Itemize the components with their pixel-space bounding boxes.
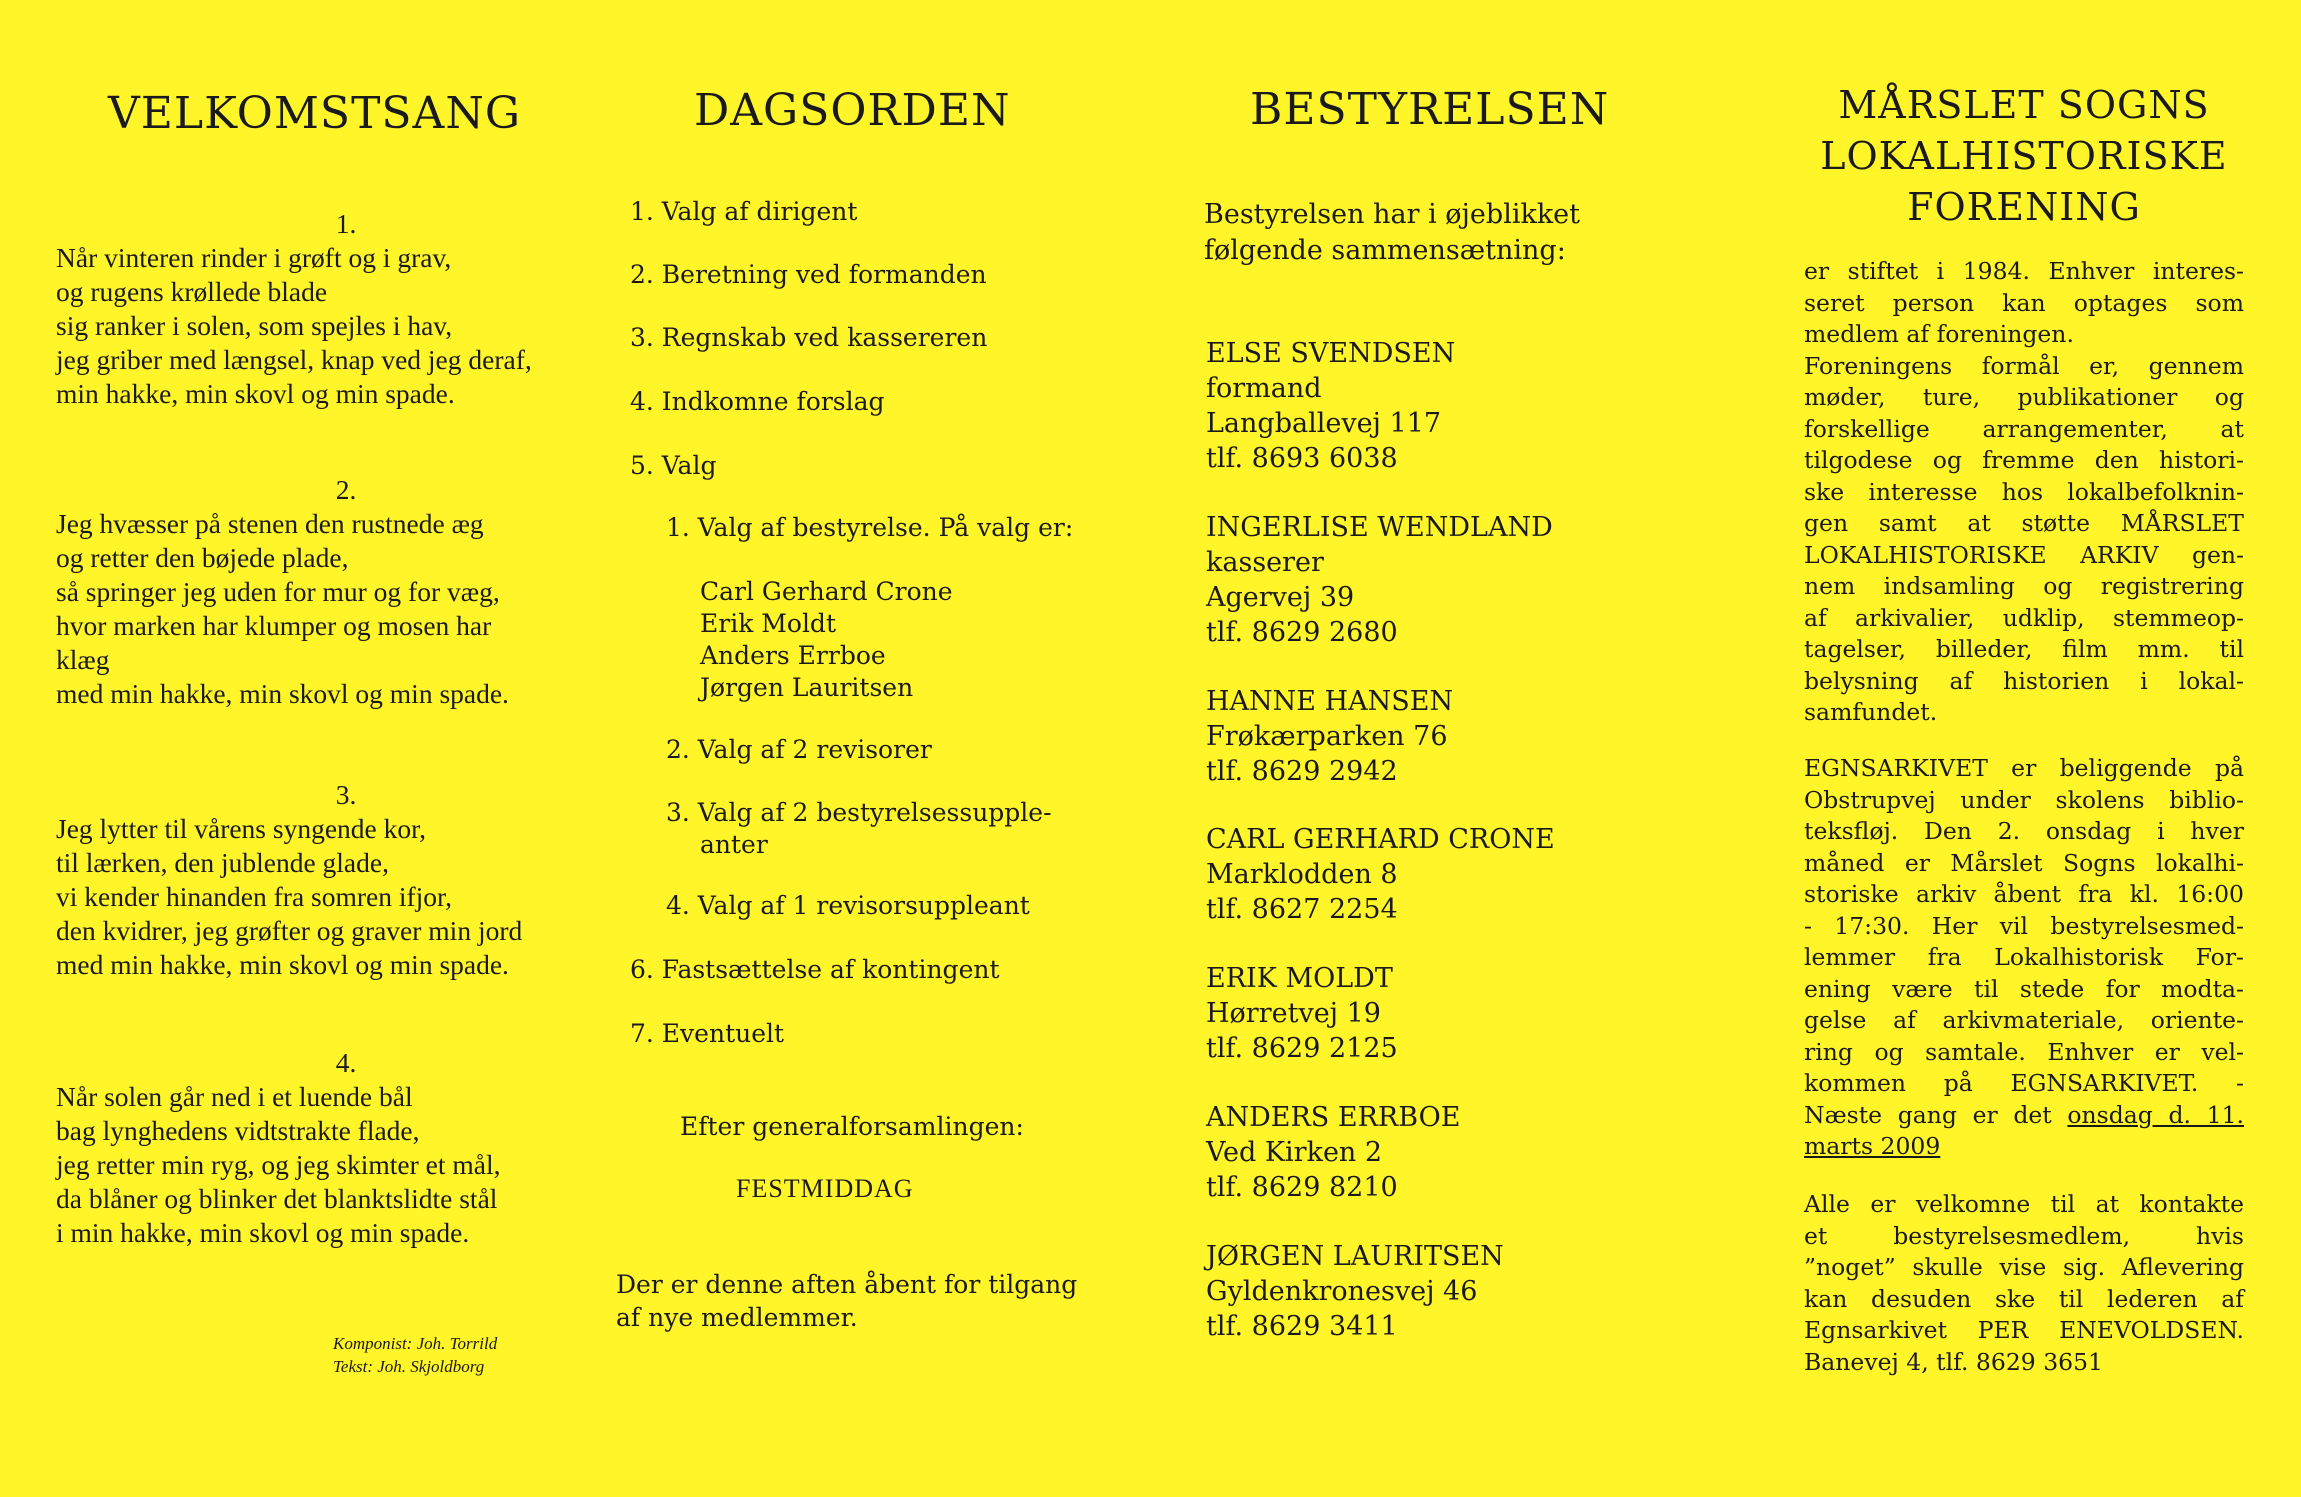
member-phone: tlf. 8629 2680: [1206, 617, 1398, 648]
board-intro-line: Bestyrelsen har i øjeblikket: [1204, 199, 1581, 230]
member-phone: tlf. 8629 3411: [1206, 1311, 1398, 1342]
paragraph-line: tagelser, billeder, film mm. til: [1804, 635, 2244, 663]
paragraph-line: tilgodese og fremme den histori-: [1804, 446, 2244, 474]
verse-3: [56, 778, 596, 982]
association-title-line: MÅRSLET SOGNS: [1838, 83, 2210, 127]
verse-line: Jeg hvæsser på stenen den rustnede æg: [56, 508, 484, 539]
association-title-line: FORENING: [1907, 185, 2141, 229]
paragraph-line: LOKALHISTORISKE ARKIV gen-: [1804, 540, 2244, 569]
archive-paragraph: [1804, 753, 2244, 1163]
paragraph-line: forskellige arrangementer, at: [1804, 414, 2244, 443]
paragraph-line: ske interesse hos lokalbefolknin-: [1804, 477, 2244, 506]
board-member: [1206, 961, 1398, 1066]
board-column: [1200, 0, 1680, 1497]
paragraph-line: belysning af historien i lokal-: [1804, 666, 2244, 695]
paragraph-line: gen samt at støtte MÅRSLET: [1804, 509, 2244, 537]
agenda-item: 3. Regnskab ved kassereren: [630, 323, 988, 352]
next-meeting-prefix: Næste gang er det: [1804, 1100, 2068, 1129]
agenda-subitem-auditor-substitute: 4. Valg af 1 revisorsuppleant: [666, 891, 1030, 920]
verse-line: klæg: [56, 644, 110, 675]
board-member: [1206, 1239, 1504, 1344]
verse-line: og retter den bøjede plade,: [56, 542, 349, 573]
paragraph-line: teksfløj. Den 2. onsdag i hver: [1804, 817, 2244, 845]
board-intro: [1204, 197, 1580, 269]
member-name: INGERLISE WENDLAND: [1206, 512, 1553, 543]
board-member: [1206, 684, 1453, 789]
paragraph-line: et bestyrelsesmedlem, hvis: [1804, 1221, 2244, 1250]
agenda-subitem-substitutes: [666, 797, 1052, 861]
verse-line: Jeg lytter til vårens syngende kor,: [56, 813, 427, 844]
member-address: Hørretvej 19: [1206, 998, 1381, 1029]
lyricist-credit: Tekst: Joh. Skjoldborg: [333, 1357, 485, 1376]
open-text-line: af nye medlemmer.: [616, 1303, 858, 1332]
paragraph-line: gelse af arkivmateriale, oriente-: [1804, 1006, 2244, 1034]
association-column: [1804, 0, 2244, 1497]
next-meeting-line-2: [1804, 1131, 2244, 1163]
member-address: Gyldenkronesvej 46: [1206, 1276, 1478, 1307]
agenda-subitem-line: 3. Valg af 2 bestyrelsessupple-: [666, 798, 1052, 827]
paragraph-line: samfundet.: [1804, 698, 1938, 726]
paragraph-line: måned er Mårslet Sogns lokalhi-: [1804, 848, 2244, 877]
paragraph-line: af arkivalier, udklip, stemmeop-: [1804, 603, 2244, 632]
member-address: Frøkærparken 76: [1206, 721, 1448, 752]
verse-line: og rugens krøllede blade: [56, 276, 328, 307]
verse-line: med min hakke, min skovl og min spade.: [56, 949, 509, 980]
agenda-item: 1. Valg af dirigent: [630, 197, 858, 226]
contact-paragraph: [1804, 1189, 2244, 1378]
verse-line: sig ranker i solen, som spejles i hav,: [56, 310, 453, 341]
candidate-name: Carl Gerhard Crone: [700, 577, 953, 606]
paragraph-line: lemmer fra Lokalhistorisk For-: [1804, 943, 2244, 971]
paragraph-line: kommen på EGNSARKIVET. -: [1804, 1069, 2244, 1097]
member-name: ERIK MOLDT: [1206, 963, 1393, 994]
agenda-title: DAGSORDEN: [694, 85, 1011, 136]
paragraph-line: medlem af foreningen.: [1804, 320, 2074, 348]
agenda-subitem-auditors: 2. Valg af 2 revisorer: [666, 735, 932, 764]
after-meeting-text: Efter generalforsamlingen:: [680, 1112, 1024, 1141]
member-phone: tlf. 8693 6038: [1206, 443, 1398, 474]
member-name: ELSE SVENDSEN: [1206, 338, 1456, 369]
verse-line: da blåner og blinker det blanktslidte stål: [56, 1183, 498, 1214]
paragraph-line: storiske arkiv åbent fra kl. 16:00: [1804, 880, 2244, 908]
association-purpose-paragraph: [1804, 256, 2244, 729]
verse-line: Når vinteren rinder i grøft og i grav,: [56, 242, 452, 273]
festive-dinner-label: FESTMIDDAG: [736, 1174, 914, 1203]
paragraph-line: Obstrupvej under skolens biblio-: [1804, 785, 2244, 814]
verse-line: hvor marken har klumper og mosen har: [56, 610, 492, 641]
song-title: VELKOMSTSANG: [108, 88, 521, 139]
verse-number: 3.: [335, 779, 357, 810]
member-phone: tlf. 8629 8210: [1206, 1172, 1398, 1203]
open-for-members-text: [616, 1268, 1116, 1334]
agenda-subitem-line: anter: [700, 830, 768, 859]
agenda-item: 4. Indkomne forslag: [630, 387, 885, 416]
verse-line: jeg retter min ryg, og jeg skimter et mål,: [56, 1149, 501, 1180]
paragraph-line: Egnsarkivet PER ENEVOLDSEN.: [1804, 1316, 2244, 1344]
board-member: [1206, 1100, 1460, 1205]
next-meeting-line: [1804, 1100, 2244, 1132]
verse-line: vi kender hinanden fra somren ifjor,: [56, 881, 452, 912]
agenda-item-misc: 7. Eventuelt: [630, 1019, 785, 1048]
member-address: Ved Kirken 2: [1206, 1137, 1383, 1168]
paragraph-line: kan desuden ske til lederen af: [1804, 1284, 2244, 1313]
agenda-subitem-board-election: 1. Valg af bestyrelse. På valg er:: [666, 513, 1074, 542]
candidate-list: [700, 576, 953, 704]
board-title: BESTYRELSEN: [1250, 84, 1610, 135]
member-role: kasserer: [1206, 547, 1324, 578]
member-address: Marklodden 8: [1206, 859, 1398, 890]
paragraph-line: ring og samtale. Enhver er vel-: [1804, 1037, 2244, 1066]
verse-line: til lærken, den jublende glade,: [56, 847, 389, 878]
paragraph-line: ”noget” skulle vise sig. Aflevering: [1804, 1253, 2244, 1281]
association-title-line: LOKALHISTORISKE: [1820, 134, 2228, 178]
paragraph-line: - 17:30. Her vil bestyrelsesmed-: [1804, 911, 2244, 940]
board-member: [1206, 822, 1555, 927]
board-intro-line: følgende sammensætning:: [1204, 235, 1566, 266]
verse-line: Når solen går ned i et luende bål: [56, 1081, 413, 1112]
verse-1: [56, 207, 596, 411]
verse-line: den kvidrer, jeg grøfter og graver min jord: [56, 915, 523, 946]
paragraph-line: Alle er velkomne til at kontakte: [1804, 1190, 2244, 1218]
paragraph-line: Banevej 4, tlf. 8629 3651: [1804, 1347, 2103, 1376]
next-meeting-date: onsdag d. 11.: [2067, 1100, 2244, 1129]
agenda-column: [610, 0, 1120, 1497]
member-role: formand: [1206, 373, 1322, 404]
verse-2: [56, 473, 596, 711]
association-title: [1804, 80, 2244, 233]
verse-4: [56, 1046, 596, 1250]
board-member: [1206, 336, 1455, 476]
song-credits: [333, 1332, 497, 1378]
paragraph-line: EGNSARKIVET er beliggende på: [1804, 754, 2244, 782]
candidate-name: Erik Moldt: [700, 609, 836, 638]
agenda-item-fee: 6. Fastsættelse af kontingent: [630, 955, 1000, 984]
verse-number: 1.: [335, 208, 357, 239]
member-address: Agervej 39: [1206, 582, 1355, 613]
open-text-line: Der er denne aften åbent for tilgang: [616, 1270, 1078, 1299]
agenda-item: 5. Valg: [630, 451, 717, 480]
next-meeting-date-continued: marts 2009: [1804, 1132, 1941, 1160]
verse-number: 2.: [335, 474, 357, 505]
member-phone: tlf. 8629 2125: [1206, 1033, 1398, 1064]
member-name: JØRGEN LAURITSEN: [1206, 1241, 1504, 1272]
member-phone: tlf. 8629 2942: [1206, 756, 1398, 787]
welcome-song-column: [56, 0, 596, 1497]
verse-line: så springer jeg uden for mur og for væg,: [56, 576, 500, 607]
member-name: HANNE HANSEN: [1206, 686, 1454, 717]
candidate-name: Anders Errboe: [700, 641, 886, 670]
paragraph-line: seret person kan optages som: [1804, 288, 2244, 317]
verse-line: i min hakke, min skovl og min spade.: [56, 1217, 470, 1248]
member-address: Langballevej 117: [1206, 408, 1442, 439]
verse-line: med min hakke, min skovl og min spade.: [56, 678, 509, 709]
candidate-name: Jørgen Lauritsen: [700, 673, 914, 702]
agenda-item: 2. Beretning ved formanden: [630, 260, 987, 289]
verse-line: bag lynghedens vidtstrakte flade,: [56, 1115, 420, 1146]
member-name: CARL GERHARD CRONE: [1206, 824, 1555, 855]
composer-credit: Komponist: Joh. Torrild: [333, 1334, 498, 1353]
member-phone: tlf. 8627 2254: [1206, 894, 1398, 925]
member-name: ANDERS ERRBOE: [1206, 1102, 1461, 1133]
verse-line: min hakke, min skovl og min spade.: [56, 378, 455, 409]
paragraph-line: Foreningens formål er, gennem: [1804, 351, 2244, 380]
verse-line: jeg griber med længsel, knap ved jeg deraf,: [56, 344, 532, 375]
paragraph-line: nem indsamling og registrering: [1804, 572, 2244, 600]
paragraph-line: ening være til stede for modta-: [1804, 974, 2244, 1003]
verse-number: 4.: [335, 1047, 357, 1078]
paragraph-line: møder, ture, publikationer og: [1804, 383, 2244, 411]
paragraph-line: er stiftet i 1984. Enhver interes-: [1804, 257, 2244, 285]
board-member: [1206, 510, 1553, 650]
